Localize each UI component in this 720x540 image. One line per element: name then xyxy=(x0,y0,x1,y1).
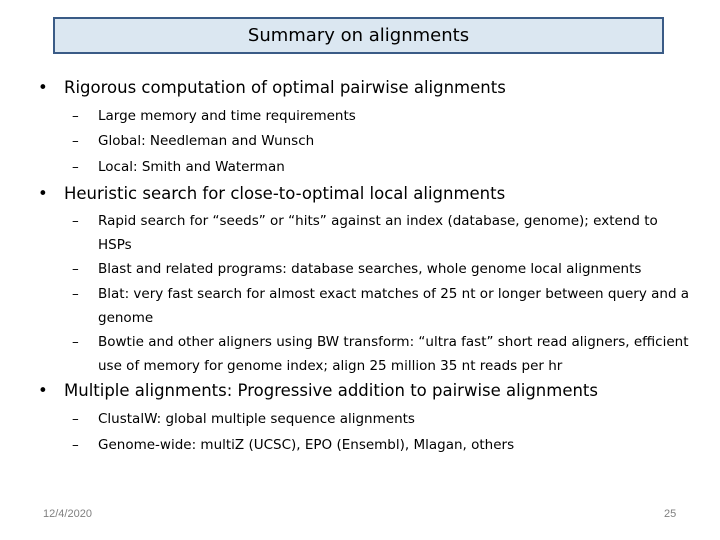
sub-bullet-text: Blast and related programs: database searches, whole genome local alignments xyxy=(98,261,642,277)
dash-mark: – xyxy=(72,437,79,453)
dash-mark: – xyxy=(72,133,79,149)
sub-bullet-text: Bowtie and other aligners using BW transform: “ultra fast” short read aligners, efficient use of memory for genome index; align 25 million 35 nt reads per hr xyxy=(98,334,689,374)
bullet-text: Multiple alignments: Progressive addition to pairwise alignments xyxy=(64,381,598,400)
dash-mark: – xyxy=(72,334,79,350)
bullet-text: Rigorous computation of optimal pairwise alignments xyxy=(64,78,506,97)
sub-bullet-text: ClustalW: global multiple sequence alignments xyxy=(98,411,415,427)
sub-bullet-item xyxy=(72,282,692,330)
sub-bullet-item xyxy=(72,155,692,179)
bullet-dot: • xyxy=(38,184,48,203)
dash-mark: – xyxy=(72,286,79,302)
sub-bullet-item xyxy=(72,257,692,281)
bullet-item xyxy=(38,78,506,98)
bullet-dot: • xyxy=(38,78,48,97)
dash-mark: – xyxy=(72,108,79,124)
sub-bullet-item xyxy=(72,104,692,128)
sub-bullet-text: Blat: very fast search for almost exact matches of 25 nt or longer between query and a genome xyxy=(98,286,690,326)
sub-bullet-text: Large memory and time requirements xyxy=(98,108,356,124)
bullet-item xyxy=(38,381,598,401)
dash-mark: – xyxy=(72,411,79,427)
sub-bullet-text: Local: Smith and Waterman xyxy=(98,159,285,175)
sub-bullet-text: Rapid search for “seeds” or “hits” against an index (database, genome); extend to HSPs xyxy=(98,213,658,253)
sub-bullet-item xyxy=(72,407,692,431)
footer-date: 12/4/2020 xyxy=(43,508,92,520)
sub-bullet-item xyxy=(72,433,692,457)
sub-bullet-item xyxy=(72,129,692,153)
dash-mark: – xyxy=(72,159,79,175)
dash-mark: – xyxy=(72,261,79,277)
slide-title-box xyxy=(53,17,664,54)
sub-bullet-item xyxy=(72,330,692,378)
bullet-text: Heuristic search for close-to-optimal local alignments xyxy=(64,184,506,203)
page-number: 25 xyxy=(664,508,677,520)
bullet-item xyxy=(38,184,505,204)
sub-bullet-item xyxy=(72,209,692,257)
sub-bullet-text: Genome-wide: multiZ (UCSC), EPO (Ensembl), Mlagan, others xyxy=(98,437,515,453)
sub-bullet-text: Global: Needleman and Wunsch xyxy=(98,133,315,149)
dash-mark: – xyxy=(72,213,79,229)
bullet-dot: • xyxy=(38,381,48,400)
slide-title: Summary on alignments xyxy=(247,25,470,46)
